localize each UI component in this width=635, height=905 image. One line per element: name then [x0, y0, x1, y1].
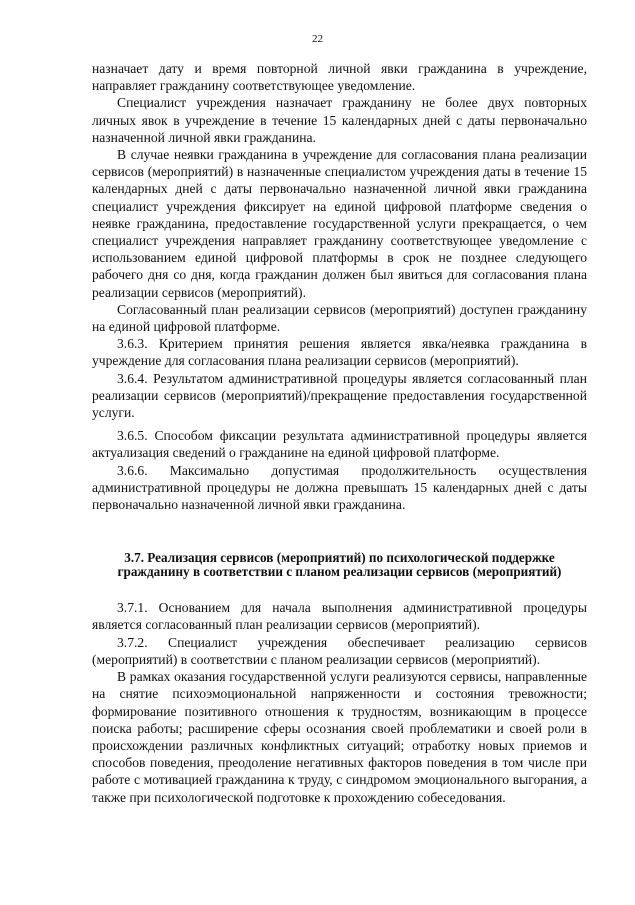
- paragraph-3-6-5: 3.6.5. Способом фиксации результата административной процедуры является актуализация сведений о гражданине на единой цифровой платформе.: [92, 428, 587, 461]
- document-body: [92, 60, 587, 806]
- paragraph-3-6-6: 3.6.6. Максимально допустимая продолжительность осуществления административной процедуры не должна превышать 15 календарных дней с даты первоначально назначенной личной явки гражданина.: [92, 462, 587, 513]
- paragraph-no-show: В случае неявки гражданина в учреждение для согласования плана реализации сервисов (мероприятий) в назначенные специалистом учреждения даты в течение 15 календарных дней с даты первоначально назначенной личной явки гражданина специалист учреждения фиксирует на единой цифровой платформе сведения о неявке гражданина, предоставление государственной услуги прекращается, о чем специалист учреждения направляет гражданину соответствующее уведомление с использованием единой цифровой платформы в срок не позднее следующего рабочего дня со дня, когда гражданин должен был явиться для согласования плана реализации сервисов (мероприятий).: [92, 147, 587, 300]
- paragraph-3-6-3: 3.6.3. Критерием принятия решения является явка/неявка гражданина в учреждение для согласования плана реализации сервисов (мероприятий).: [92, 336, 587, 369]
- page-number: 22: [312, 33, 323, 45]
- paragraph-repeat-visits: Специалист учреждения назначает гражданину не более двух повторных личных явок в учреждение в течение 15 календарных дней с даты первоначально назначенной личной явки гражданина.: [92, 95, 587, 145]
- paragraph-services-list: В рамках оказания государственной услуги реализуются сервисы, направленные на снятие психоэмоциональной напряженности и состояния тревожности; формирование позитивного отношения к трудностям, возникающим в процессе поиска работы; расширение сферы осознания своей проблематики и своей роли в происхождении различных конфликтных ситуаций; отработку новых приемов и способов поведения, преодоление негативных факторов поведения в том числе при работе с мотивацией гражданина к труду, с синдромом эмоционального выгорания, а также при психологической подготовке к прохождению собеседования.: [92, 669, 587, 805]
- paragraph-3-6-4: 3.6.4. Результатом административной процедуры является согласованный план реализации сервисов (мероприятий)/прекращение предоставления государственной услуги.: [92, 370, 587, 421]
- section-heading-3-7: 3.7. Реализация сервисов (мероприятий) по психологической поддержке гражданину в соответствии с планом реализации сервисов (мероприятий): [117, 550, 562, 580]
- paragraph-plan-available: Согласованный план реализации сервисов (мероприятий) доступен гражданину на единой цифровой платформе.: [92, 301, 587, 335]
- paragraph-3-7-2: 3.7.2. Специалист учреждения обеспечивает реализацию сервисов (мероприятий) в соответствии с планом реализации сервисов (мероприятий).: [92, 634, 587, 667]
- paragraph-3-7-1: 3.7.1. Основанием для начала выполнения административной процедуры является согласованный план реализации сервисов (мероприятий).: [92, 600, 587, 633]
- paragraph-continuation: назначает дату и время повторной личной явки гражданина в учреждение, направляет гражданину соответствующее уведомление.: [92, 61, 587, 94]
